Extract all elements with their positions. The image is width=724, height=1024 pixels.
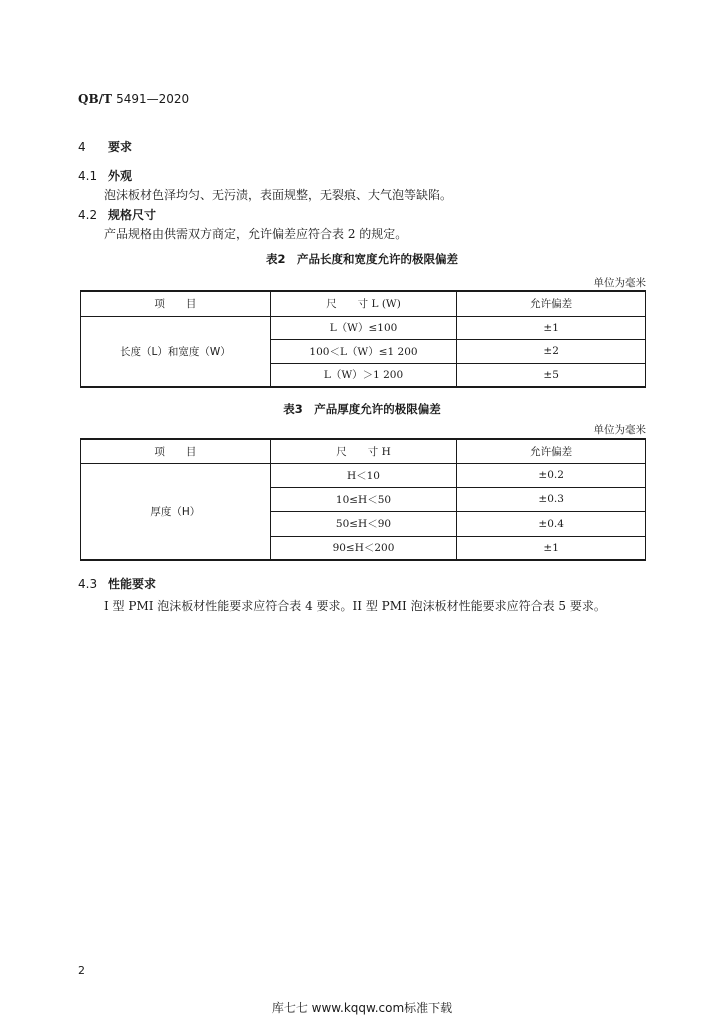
standard-code-year: 5491—2020 — [116, 92, 190, 106]
section-title: 性能要求 — [108, 577, 157, 591]
section-4-1-body: 泡沫板材色泽均匀、无污渍，表面规整，无裂痕、大气泡等缺陷。 — [104, 188, 453, 202]
page-number: 2 — [78, 964, 85, 977]
section-number: 4.2 — [78, 208, 98, 222]
table-2-header-tolerance: 允许偏差 — [457, 291, 646, 316]
table-2-tolerance-cell: ±5 — [457, 363, 646, 387]
table-2-header-item: 项 目 — [81, 291, 271, 316]
section-4-heading — [78, 138, 132, 155]
section-number: 4.1 — [78, 169, 98, 183]
table-3-tolerance-cell: ±1 — [457, 536, 646, 560]
table-2-size-cell: L（W）＞1 200 — [270, 363, 457, 387]
table-3-size-cell: H＜10 — [270, 463, 457, 487]
section-4-2-body: 产品规格由供需双方商定，允许偏差应符合表 2 的规定。 — [104, 227, 408, 241]
table-2-tolerance-cell: ±2 — [457, 339, 646, 363]
section-number: 4.3 — [78, 577, 98, 591]
table-3-unit: 单位为毫米 — [593, 424, 646, 436]
table-3-header-tolerance: 允许偏差 — [457, 439, 646, 463]
table-2-size-cell: L（W）≤100 — [270, 316, 457, 339]
table-3-header-size: 尺 寸 H — [270, 439, 457, 463]
table-3-item-cell: 厚度（H） — [81, 463, 271, 560]
standard-code-prefix: QB/T — [78, 92, 112, 106]
section-4-1-heading — [78, 167, 132, 184]
section-title: 规格尺寸 — [108, 208, 157, 222]
section-number: 4 — [78, 140, 86, 154]
table-3-tolerance-cell: ±0.4 — [457, 511, 646, 536]
table-3-tolerance-cell: ±0.3 — [457, 487, 646, 511]
table-2-size-cell: 100＜L（W）≤1 200 — [270, 339, 457, 363]
table-3-size-cell: 90≤H＜200 — [270, 536, 457, 560]
section-4-3-body: I 型 PMI 泡沫板材性能要求应符合表 4 要求。II 型 PMI 泡沫板材性能要求应符合表 5 要求。 — [104, 599, 606, 613]
watermark-footer: 库七七 www.kqqw.com标准下载 — [271, 1001, 453, 1015]
table-3-size-cell: 10≤H＜50 — [270, 487, 457, 511]
table-2-tolerance-cell: ±1 — [457, 316, 646, 339]
standard-code — [78, 92, 189, 106]
table-3-size-cell: 50≤H＜90 — [270, 511, 457, 536]
section-4-2-heading — [78, 206, 156, 223]
table-2-item-cell: 长度（L）和宽度（W） — [81, 316, 271, 387]
table-3 — [80, 438, 646, 561]
table-2-header-size: 尺 寸 L (W) — [270, 291, 457, 316]
table-2 — [80, 290, 646, 388]
section-title: 要求 — [108, 140, 133, 154]
section-4-3-heading — [78, 575, 156, 592]
section-title: 外观 — [108, 169, 133, 183]
table-3-caption: 表3 产品厚度允许的极限偏差 — [283, 402, 441, 416]
table-3-tolerance-cell: ±0.2 — [457, 463, 646, 487]
table-2-caption: 表2 产品长度和宽度允许的极限偏差 — [266, 252, 458, 266]
table-3-header-item: 项 目 — [81, 439, 271, 463]
table-2-unit: 单位为毫米 — [593, 277, 646, 289]
